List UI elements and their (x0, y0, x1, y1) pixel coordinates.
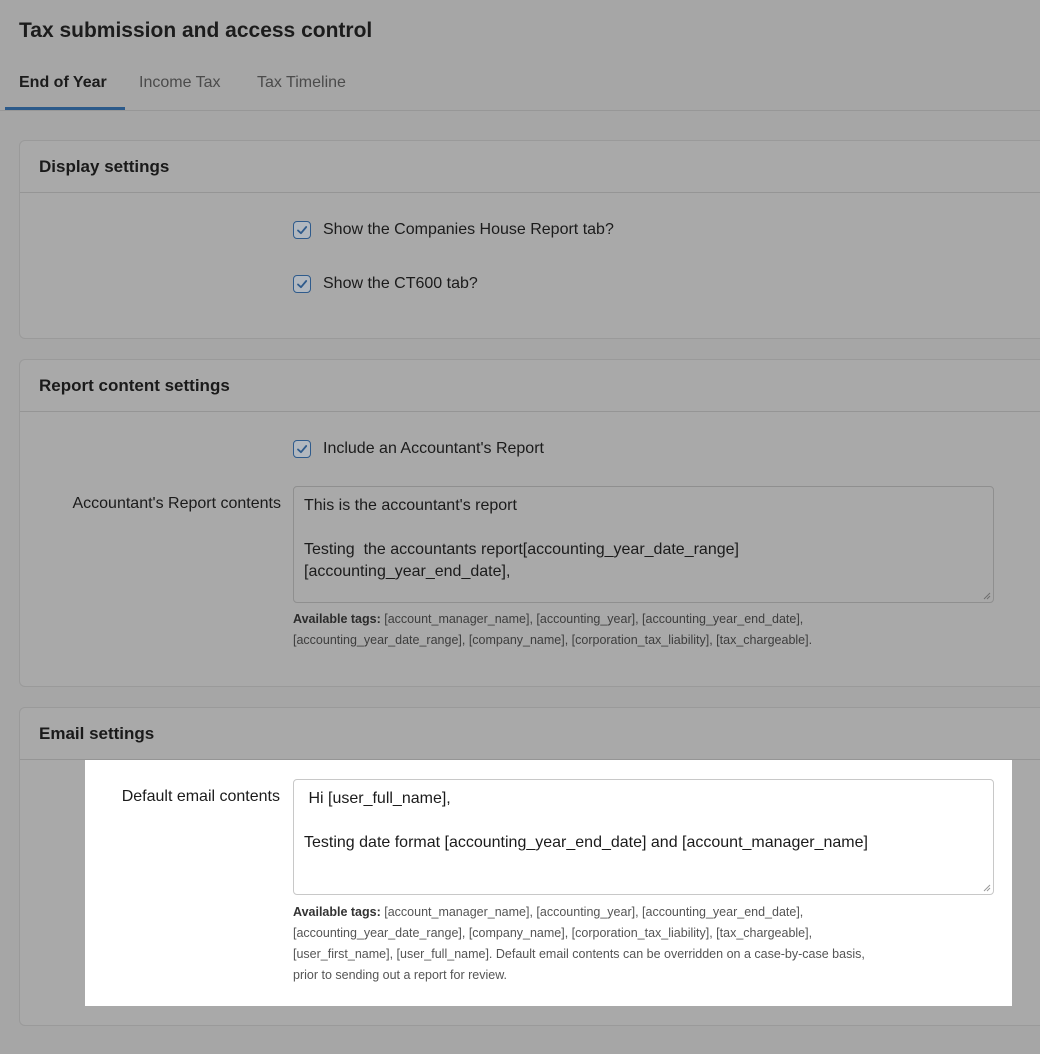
report-content-settings-header (20, 360, 1040, 412)
report-content-settings-card (19, 359, 1040, 687)
accountant-report-available-tags (293, 609, 1013, 651)
textarea-line: [accounting_year_end_date], (304, 563, 511, 580)
accountant-report-option[interactable] (293, 438, 544, 460)
default-email-contents-label: Default email contents (121, 788, 280, 805)
companies-house-checkbox-label: Show the Companies House Report tab? (323, 221, 614, 238)
page-title: Tax submission and access control (19, 19, 373, 42)
tab-tax-timeline[interactable]: Tax Timeline (257, 74, 346, 91)
ct600-option[interactable] (293, 273, 478, 295)
checkmark-icon (296, 278, 308, 290)
available-tags-label: Available tags: (293, 612, 381, 626)
available-tags-label: Available tags: (293, 905, 381, 919)
report-content-settings-title: Report content settings (39, 376, 230, 395)
email-settings-title: Email settings (39, 724, 155, 743)
textarea-line (304, 517, 983, 539)
available-tags-text: prior to sending out a report for review. (293, 968, 508, 982)
ct600-checkbox[interactable] (293, 275, 311, 293)
available-tags-text: [accounting_year_date_range], [company_name], [corporation_tax_liability], [tax_chargeable], (293, 926, 813, 940)
display-settings-card (19, 140, 1040, 339)
ct600-checkbox-label: Show the CT600 tab? (323, 275, 478, 292)
available-tags-text: [accounting_year_date_range], [company_name], [corporation_tax_liability], [tax_chargeable]. (293, 633, 813, 647)
default-email-contents-textarea[interactable] (293, 779, 994, 895)
tab-end-of-year[interactable]: End of Year (19, 74, 107, 91)
textarea-line (304, 810, 983, 832)
resize-handle-icon[interactable] (983, 884, 991, 892)
tab-bar (0, 66, 1040, 111)
display-settings-header (20, 141, 1040, 193)
active-tab-indicator (5, 107, 125, 110)
accountant-report-contents-label: Accountant's Report contents (72, 495, 281, 512)
accountant-report-checkbox[interactable] (293, 440, 311, 458)
textarea-line: This is the accountant's report (304, 497, 517, 514)
email-settings-header (20, 708, 1040, 760)
available-tags-text: [user_first_name], [user_full_name]. Default email contents can be overridden on a case-by-case basis, (293, 947, 865, 961)
display-settings-title: Display settings (39, 157, 170, 176)
companies-house-checkbox[interactable] (293, 221, 311, 239)
textarea-line: Hi [user_full_name], (304, 790, 451, 807)
available-tags-text: [account_manager_name], [accounting_year], [accounting_year_end_date], (380, 612, 804, 626)
accountant-report-contents-textarea[interactable] (293, 486, 994, 603)
checkmark-icon (296, 443, 308, 455)
resize-handle-icon[interactable] (983, 592, 991, 600)
tab-income-tax[interactable]: Income Tax (139, 74, 221, 91)
textarea-line: Testing the accountants report[accounting_year_date_range] (304, 541, 739, 558)
textarea-line: Testing date format [accounting_year_end_date] and [account_manager_name] (304, 834, 868, 851)
email-available-tags (293, 902, 1008, 986)
available-tags-text: [account_manager_name], [accounting_year], [accounting_year_end_date], (380, 905, 804, 919)
checkmark-icon (296, 224, 308, 236)
email-contents-highlight (85, 760, 1012, 1006)
companies-house-option[interactable] (293, 219, 614, 241)
accountant-report-checkbox-label: Include an Accountant's Report (323, 440, 544, 457)
